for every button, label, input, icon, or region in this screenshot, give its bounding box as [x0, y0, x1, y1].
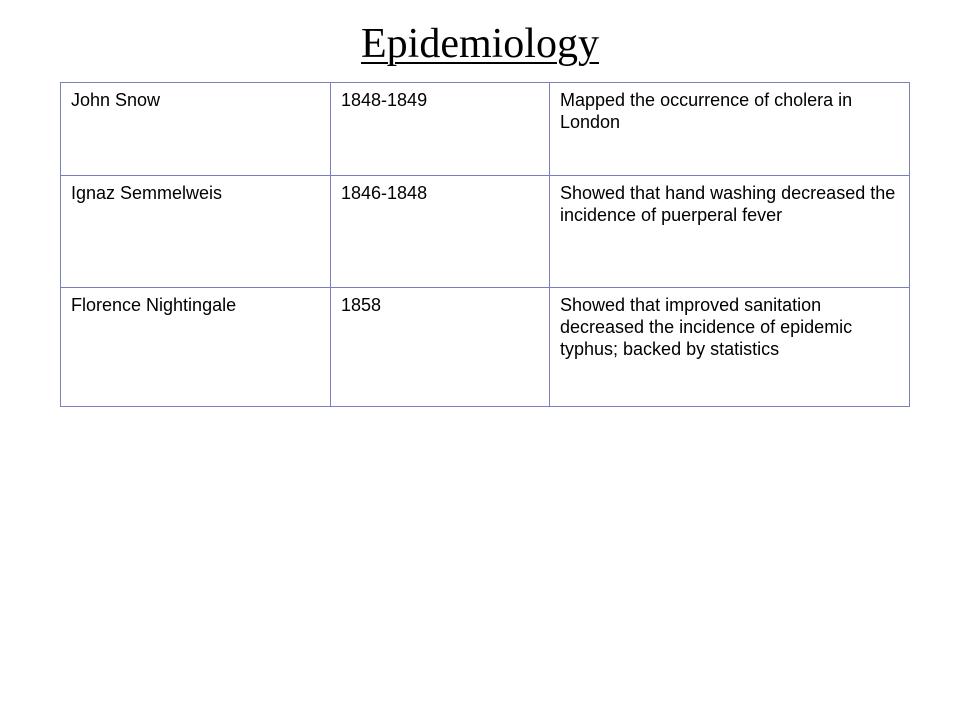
table-row	[61, 176, 910, 288]
years-cell: 1848-1849	[331, 83, 550, 176]
years-cell: 1846-1848	[331, 176, 550, 288]
person-cell: Ignaz Semmelweis	[61, 176, 331, 288]
years-cell: 1858	[331, 288, 550, 407]
table-row	[61, 288, 910, 407]
person-cell: Florence Nightingale	[61, 288, 331, 407]
epidemiology-table	[60, 82, 910, 407]
contribution-cell: Showed that hand washing decreased the incidence of puerperal fever	[550, 176, 910, 288]
contribution-cell: Mapped the occurrence of cholera in London	[550, 83, 910, 176]
contribution-cell: Showed that improved sanitation decreased the incidence of epidemic typhus; backed by statistics	[550, 288, 910, 407]
slide-title: Epidemiology	[361, 21, 599, 67]
person-cell: John Snow	[61, 83, 331, 176]
table-row	[61, 83, 910, 176]
